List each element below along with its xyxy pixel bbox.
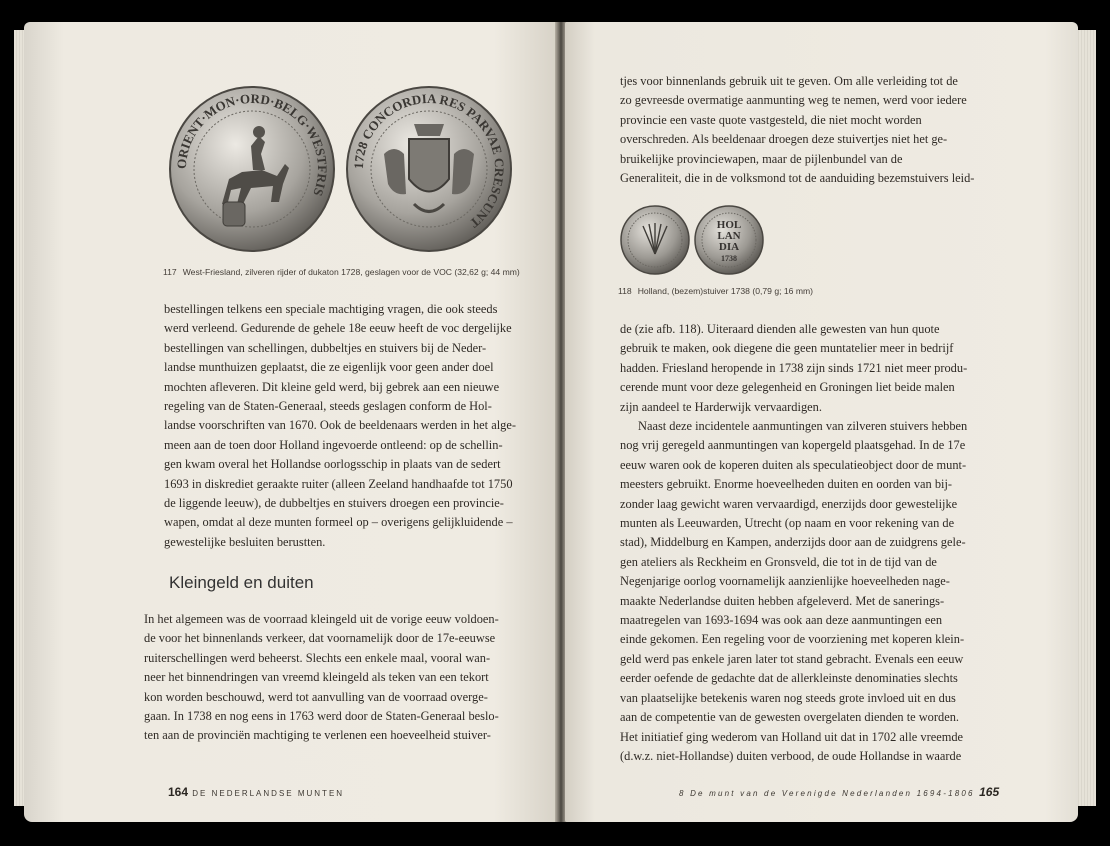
text-line: kon worden beschouwd, werd tot aanvulling van de voorraad overge- <box>144 689 488 704</box>
text-line: zonder laag gewicht waren vervaardigd, enerzijds door gewestelijke <box>620 496 958 511</box>
text-line: munten als Leeuwarden, Utrecht (op naam en voor rekening van de <box>620 516 955 531</box>
coin-117-obverse <box>167 84 337 254</box>
coin-118-obverse <box>619 204 691 276</box>
text-line: landse voorschriften van 1670. Ook de beeldenaars werden in het alge- <box>164 418 516 433</box>
text-line: stad), Middelburg en Kampen, anderzijds door aan de zuidgrens gele- <box>620 535 966 550</box>
coin-118-text-line: 1738 <box>721 254 737 263</box>
coin-118-text-line: HOL <box>716 219 742 231</box>
text-line: mochten afleveren. Dit kleine geld werd, bij gebrek aan een nieuwe <box>164 379 500 394</box>
text-line: neer het binnendringen van vreemd kleingeld als teken van een tekort <box>144 670 489 685</box>
text-line: de voor het binnenlands verkeer, dat voornamelijk door de 17e-eeuwse <box>144 631 496 646</box>
text-line: aan de competentie van de gewesten overgelaten dienden te worden. <box>620 710 959 725</box>
text-line: landse munthuizen geplaatst, die ze eigenlijk voor geen ander doel <box>164 360 494 375</box>
page-stack-right <box>1076 30 1096 806</box>
left-paragraph-2 <box>144 610 554 746</box>
text-line: (d.w.z. niet-Hollandse) duiten verbood, de oude Hollandse in waarde <box>620 748 962 763</box>
text-line: bruikelijke provinciewapen, maar de pijlenbundel van de <box>620 151 903 166</box>
left-paragraph-1 <box>164 300 546 552</box>
coin-117-reverse <box>344 84 514 254</box>
text-line: Negenjarige oorlog voornamelijk aanzienlijke hoeveelheden nage- <box>620 574 950 589</box>
text-line: maakte Nederlandse duiten hebben afgeleverd. Met de sanerings- <box>620 593 945 608</box>
text-line: provincie een vaste quote vastgesteld, die niet mocht worden <box>620 112 922 127</box>
text-line: overschreden. Als beeldenaar droegen deze stuivertjes niet het ge- <box>620 132 948 147</box>
page-number: 164 <box>168 785 189 799</box>
text-line: gebruik te maken, ook diegene die geen muntatelier meer in bedrijf <box>620 341 954 356</box>
figure-number: 117 <box>163 267 177 277</box>
right-paragraph-2 <box>620 320 1020 417</box>
text-line: gewestelijke besluiten berustten. <box>164 534 326 549</box>
text-line: gen kwam overal het Hollandse oorlogsschip in plaats van de sedert <box>164 457 501 472</box>
running-title: 8 De munt van de Verenigde Nederlanden 1694-1806 <box>679 789 975 798</box>
text-line: geld werd pas enkele jaren later tot stand gebracht. Evenals een eeuw <box>620 651 964 666</box>
left-folio <box>168 785 344 799</box>
text-line: regeling van de Staten-Generaal, steeds geslagen conform de Hol- <box>164 399 492 414</box>
caption-text: Holland, (bezem)stuiver 1738 (0,79 g; 16 mm) <box>637 286 813 296</box>
right-folio <box>679 785 999 799</box>
text-line: ten aan de provinciën machtiging te verlenen een hoeveelheid stuiver- <box>144 728 491 743</box>
section-heading: Kleingeld en duiten <box>169 573 314 592</box>
right-page <box>565 22 1078 822</box>
text-line: eerder oefende de gedachte dat de allerkleinste denominaties slechts <box>620 671 958 686</box>
coin-118-text-line: DIA <box>718 241 740 253</box>
text-line: meen aan de toen door Holland ingevoerde ontleend: op de schellin- <box>164 437 503 452</box>
right-paragraph-3 <box>620 417 1020 766</box>
text-line: nog vrij geregeld aanmuntingen van kopergeld plaatsgehad. In de 17e <box>620 438 966 453</box>
text-line: bestellingen telkens een speciale machtiging vragen, die ook steeds <box>164 302 498 316</box>
text-line: 1693 in diskrediet geraakte ruiter (alleen Zeeland handhaafde tot 1750 <box>164 476 513 491</box>
figure-number: 118 <box>618 286 632 296</box>
text-line: zo gevreesde overmatige aanmunting weg te nemen, werd voor iedere <box>620 93 967 108</box>
coin-117-obverse-legend: ORIENT·MON·ORD·BELG·WESTFRIS <box>173 90 331 199</box>
text-line: maatregelen van 1693-1694 was ook aan deze aanmuntingen een <box>620 613 943 628</box>
text-line: bestellingen van schellingen, dubbeltjes en stuivers bij de Neder- <box>164 340 487 355</box>
text-line: de liggende leeuw), de dubbeltjes en stuivers droegen een provincie- <box>164 496 504 511</box>
page-number: 165 <box>979 785 1000 799</box>
text-line: einde gekomen. Een regeling voor de voorziening met koperen klein- <box>620 632 965 647</box>
text-line: Naast deze incidentele aanmuntingen van zilveren stuivers hebben <box>638 419 968 433</box>
text-line: eeuw waren ook de koperen duiten als speculatieobject door de munt- <box>620 457 967 472</box>
text-line: gaan. In 1738 en nog eens in 1763 werd door de Staten-Generaal beslo- <box>144 709 499 724</box>
text-line: In het algemeen was de voorraad kleingeld uit de vorige eeuw voldoen- <box>144 612 499 626</box>
text-line: ruiterschellingen werd beheerst. Slechts een enkele maal, vooral wan- <box>144 650 491 665</box>
running-title: DE NEDERLANDSE MUNTEN <box>192 789 345 798</box>
figure-117-caption <box>163 267 520 277</box>
figure-118-caption <box>618 286 813 296</box>
caption-text: West-Friesland, zilveren rijder of dukaton 1728, geslagen voor de VOC (32,62 g; 44 mm) <box>182 267 520 277</box>
left-page <box>24 22 557 822</box>
text-line: de (zie afb. 118). Uiteraard dienden alle gewesten van hun quote <box>620 322 940 336</box>
text-line: tjes voor binnenlands gebruik uit te geven. Om alle verleiding tot de <box>620 74 958 88</box>
coin-118-text-line: LAN <box>717 230 741 242</box>
text-line: gen ateliers als Reckheim en Gronsveld, die tot in de tijd van de <box>620 554 937 569</box>
text-line: Generaliteit, die in de volksmond tot de aanduiding bezemstuivers leid- <box>620 171 975 186</box>
coin-117-reverse-legend: 1728 CONCORDIA RES PARVAE CRESCUNT <box>350 90 508 231</box>
text-line: wapen, omdat al deze munten formeel op – overigens gelijkluidende – <box>164 515 513 530</box>
text-line: werd verleend. Gedurende de gehele 18e eeuw heeft de voc dergelijke <box>164 321 512 336</box>
text-line: zijn aandeel te Harderwijk vervaardigen. <box>620 399 822 414</box>
coin-118-reverse <box>693 204 765 276</box>
text-line: van plaatselijke betekenis waren nog steeds grote invloed uit en dus <box>620 690 956 705</box>
text-line: Het initiatief ging wederom van Holland uit dat in 1702 alle vreemde <box>620 729 964 744</box>
text-line: meesters gebruikt. Enorme hoeveelheden duiten en oorden van bij- <box>620 477 953 492</box>
text-line: hadden. Friesland heropende in 1738 zijn sinds 1721 niet meer produ- <box>620 360 968 375</box>
right-paragraph-1 <box>620 72 1020 188</box>
text-line: cerende munt voor deze gelegenheid en Groningen liet beide malen <box>620 380 955 395</box>
